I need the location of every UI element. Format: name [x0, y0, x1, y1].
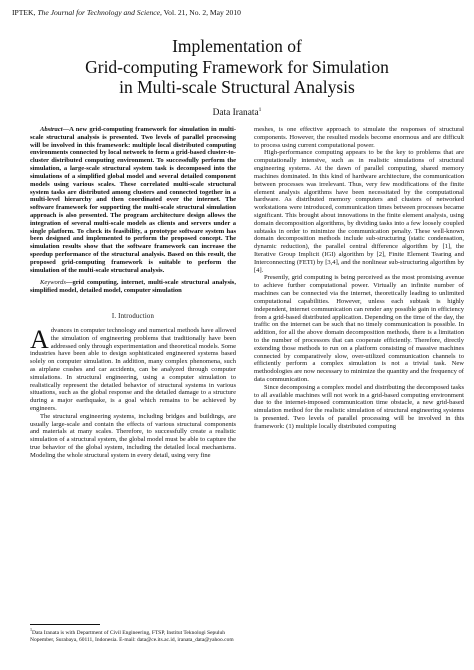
footnote-rule [30, 624, 100, 625]
keywords-text: —grid computing, internet, multi-scale structural analysis, simplified model, detailed model, computer simulation [30, 279, 236, 295]
footnote-mark: 1 [30, 627, 32, 633]
right-column [254, 126, 464, 431]
drop-cap: A [30, 324, 49, 354]
right-paragraph-2: High-performance computing appears to be the key to problems that are computationally intensive, such as in realistic simulations of structural engineering systems. At the dawn of parallel computing, shared memory machines dominated. In this kind of hardware architecture, the communication between processes was irrelevant. Thus, very few modifications of the finite element analysis algorithms have been necessitated by the computational hardware. As distributed memory computers and clusters of networked workstations were introduced, communication times between processes became significant. This brought about innovations in the finite element analysis, using domain decomposition algorithms, by dividing tasks into a few loosely coupled subtasks in order to minimize the communication penalty. These well-known domain decomposition methods include sub-structuring (static condensation, dynamic reduction), the parallel central difference algorithm by [1], the Iterative Group Implicit (IGI) algorithm by [2], Finite Element Tearing and Interconnecting (FETI) by [3,4], and the nonlinear sub-structuring algorithm by [4]. [254, 149, 464, 274]
title-line-1: Implementation of [172, 36, 302, 56]
running-header [12, 8, 241, 17]
journal-volume: , Vol. 21, No. 2, May 2010 [160, 8, 241, 17]
introduction-paragraph-2: The structural engineering systems, including bridges and buildings, are usually large-scale and contain the effects of various structural components and materials at many scales. Therefore, to successfully create a realistic simulation of a structural system, the global model must be able to capture the true behavior of the global system, including the detailed local mechanisms. Modeling the whole structural system in every detail, using very fine [30, 412, 236, 459]
right-paragraph-1: meshes, is one effective approach to simulate the responses of structural components. However, the resulted models become enormous and are difficult to process using current computational power. [254, 126, 464, 149]
section-heading-introduction: I. Introduction [111, 313, 155, 321]
right-paragraph-4: Since decomposing a complex model and distributing the decomposed tasks to all available machines will not work in a grid-based computing environment due to the internet-imposed communication time obstacle, a new grid-based simulation method for the realistic simulation of structural engineering systems is presented. Two levels of parallel processing will be involved in this framework: (1) multiple locally distributed computing [254, 383, 464, 430]
author-name: Data Iranata [212, 108, 259, 118]
abstract [30, 126, 236, 274]
introduction-paragraph-1 [30, 324, 236, 413]
paper-title [0, 36, 474, 98]
keywords-label: Keywords [40, 279, 66, 287]
abstract-text: —A new grid-computing framework for simulation in multi-scale structural analysis is presented. Two levels of parallel processing will be involved in this framework: multiple local distributed computing environments connected by local network to form a grid-based cluster-to-cluster distributed computing environment. To successfully perform the simulation, a large-scale structural system task is decomposed into the simulations of a simplified global model and several detailed component models using various scales. These correlated multi-scale structural system tasks are distributed among clusters and connected together in a multi-level hierarchy and then coordinated over the internet. The software framework for supporting the multi-scale structural simulation approach is also presented. The program architecture design allows the integration of several multi-scale models as clients and servers under a single platform. To check its feasibility, a prototype software system has been designed and implemented to perform the proposed concept. The simulation results show that the software framework can increase the speedup performance of the structural analysis. Based on this result, the proposed grid-computing framework is suitable to perform the simulation of the multi-scale structural analysis. [30, 126, 236, 274]
keywords [30, 279, 236, 295]
author-footnote-mark: 1 [258, 106, 262, 113]
journal-name: The Journal for Technology and Science [37, 8, 160, 17]
title-line-3: in Multi-scale Structural Analysis [119, 77, 355, 97]
right-paragraph-3: Presently, grid computing is being perceived as the most promising avenue to achieve further computational power. Virtually an infinite number of machines can be connected via the internet, theoretically leading to unlimited computational capabilities. However, unless each subtask is highly independent, internet communication can render any possible gain in efficiency from a grid-based distributed application. Depending on the time of the day, the traffic on the internet can be such that no timely communication is possible. In addition, for all the above domain decomposition methods, there is a limitation to the number of processors that can cooperate efficiently. Therefore, directly extending those methods to run on a platform consisting of massive machines connected by comparatively slow, over-utilized communication channels to efficiently perform a complex simulation is not a trivial task. New methodologies are now necessary to minimize the quantity and the frequency of data communication. [254, 274, 464, 383]
title-line-2: Grid-computing Framework for Simulation [85, 56, 389, 77]
author-footnote [30, 627, 236, 643]
author-line [0, 108, 474, 118]
left-column [30, 126, 236, 460]
journal-prefix: IPTEK, [12, 8, 38, 17]
abstract-label: Abstract [40, 126, 63, 133]
footnote-text: Data Iranata is with Department of Civil Engineering, FTSP, Institut Teknologi Sepuluh Nopember, Surabaya, 60111, Indonesia. E-mail: data@ce.its.ac.id, iranata_data@yahoo.com [30, 630, 234, 643]
introduction-paragraph-1-text: dvances in computer technology and numerical methods have allowed the simulation of engineering problems that traditionally have been addressed only through experimentation and theoretical models. Some industries have been able to design sophisticated engineered systems based solely on computer simulation. In addition, many complex phenomena, such as airplane crashes and car accidents, can be analyzed through computer simulations. In structural engineering, using a computer simulation to realistically represent the detailed behavior of structural systems in various situations, such as the global response and the detailed damage to a structure during a major earthquake, is a goal which remains to be achieved by engineers. [30, 326, 236, 412]
